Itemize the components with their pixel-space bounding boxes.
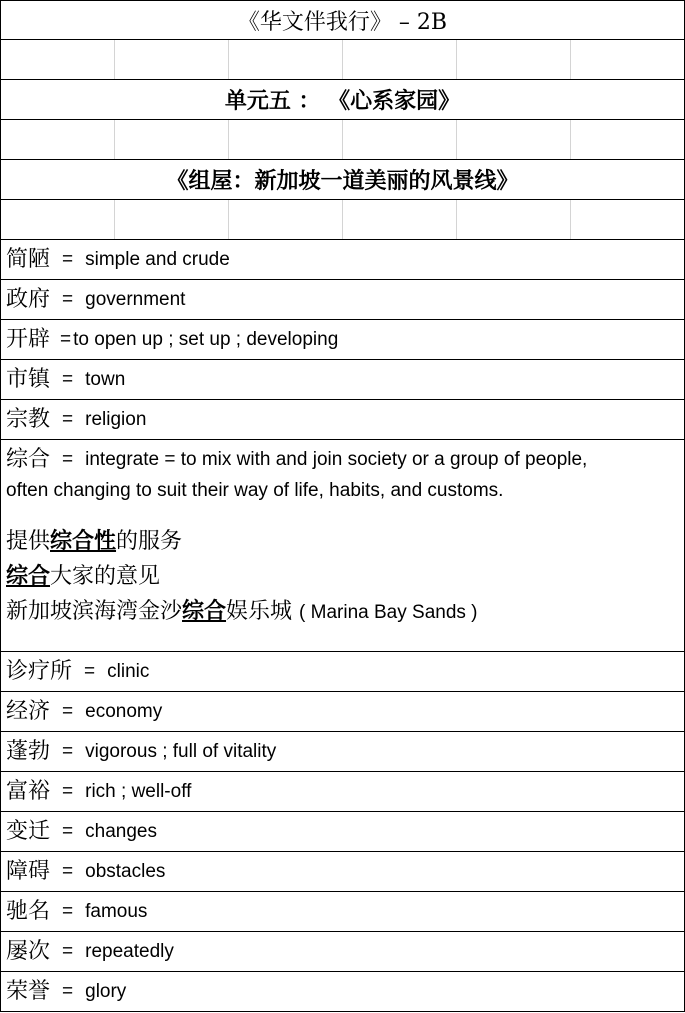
vocab-chinese: 变迁 [6, 818, 51, 844]
vocab-row [0, 892, 685, 932]
vocab-english: famous [85, 900, 148, 922]
example-text: 的服务 [116, 529, 183, 554]
example-keyword: 综合性 [50, 528, 117, 554]
vocab-chinese: 开辟 [6, 326, 51, 352]
lesson-title: 《组屋：新加坡一道美丽的风景线》 [0, 160, 685, 200]
example-sentences [6, 524, 684, 630]
vocab-english: rich ; well-off [85, 780, 192, 802]
example-english: ( Marina Bay Sands ) [299, 602, 478, 623]
vocab-row [0, 400, 685, 440]
main-title: 《华文伴我行》 – 2B [0, 0, 685, 40]
vocab-chinese: 宗教 [6, 406, 51, 432]
vocab-row [0, 852, 685, 892]
vocab-chinese: 经济 [6, 698, 51, 724]
vocab-chinese: 荣誉 [6, 978, 51, 1004]
vocab-english: clinic [107, 660, 150, 682]
vocab-english: to open up ; set up ; developing [73, 328, 339, 350]
example-text: 大家的意见 [50, 564, 161, 589]
vocab-english: integrate = to mix with and join society or a group of people, [85, 449, 588, 470]
vocab-english: glory [85, 980, 127, 1002]
vocab-equals: = [62, 860, 74, 882]
blank-grid-row [0, 40, 685, 80]
vocab-entry-zonghe [0, 440, 685, 652]
vocab-english: changes [85, 820, 157, 842]
example-keyword: 综合 [6, 563, 51, 589]
blank-grid-row [0, 200, 685, 240]
vocab-equals: = [62, 900, 74, 922]
vocab-row [0, 652, 685, 692]
vocab-row [0, 772, 685, 812]
example-sentence [6, 594, 684, 630]
vocab-equals: = [62, 980, 74, 1002]
vocab-chinese: 简陋 [6, 246, 51, 272]
vocab-row [0, 280, 685, 320]
vocab-equals: = [62, 368, 74, 390]
vocab-chinese: 诊疗所 [6, 658, 73, 684]
vocab-chinese: 障碍 [6, 858, 51, 884]
vocab-equals: = [62, 449, 74, 470]
vocab-english: simple and crude [85, 248, 230, 270]
vocab-chinese: 综合 [6, 447, 51, 472]
example-text: 提供 [6, 529, 51, 554]
vocab-equals: = [60, 328, 72, 350]
vocab-equals: = [84, 660, 96, 682]
vocab-equals: = [62, 408, 74, 430]
vocab-equals: = [62, 780, 74, 802]
vocab-equals: = [62, 820, 74, 842]
vocab-row [0, 932, 685, 972]
vocab-english: vigorous ; full of vitality [85, 740, 277, 762]
vocab-english: town [85, 368, 126, 390]
vocab-row [0, 320, 685, 360]
unit-title: 单元五 ： 《心系家园》 [0, 80, 685, 120]
vocab-row [0, 812, 685, 852]
vocab-english: repeatedly [85, 940, 174, 962]
vocab-row [0, 360, 685, 400]
vocab-english: government [85, 288, 186, 310]
vocab-equals: = [62, 288, 74, 310]
vocab-chinese: 屡次 [6, 938, 51, 964]
example-text: 娱乐城 [226, 599, 293, 624]
example-text: 新加坡滨海湾金沙 [6, 599, 183, 624]
vocab-row [0, 972, 685, 1012]
vocab-chinese: 富裕 [6, 778, 51, 804]
vocab-equals: = [62, 700, 74, 722]
vocab-english: economy [85, 700, 163, 722]
vocab-equals: = [62, 940, 74, 962]
vocab-english: obstacles [85, 860, 166, 882]
vocab-chinese: 蓬勃 [6, 738, 51, 764]
vocab-chinese: 政府 [6, 286, 51, 312]
vocab-english: religion [85, 408, 147, 430]
vocab-equals: = [62, 248, 74, 270]
vocab-chinese: 驰名 [6, 898, 51, 924]
vocab-row [0, 732, 685, 772]
vocab-chinese: 市镇 [6, 366, 51, 392]
blank-grid-row [0, 120, 685, 160]
vocab-equals: = [62, 740, 74, 762]
example-keyword: 综合 [182, 598, 227, 624]
vocab-row [0, 692, 685, 732]
vocab-english-continued: often changing to suit their way of life, habits, and customs. [6, 480, 504, 501]
example-sentence [6, 524, 684, 559]
example-sentence [6, 559, 684, 594]
vocab-row [0, 240, 685, 280]
